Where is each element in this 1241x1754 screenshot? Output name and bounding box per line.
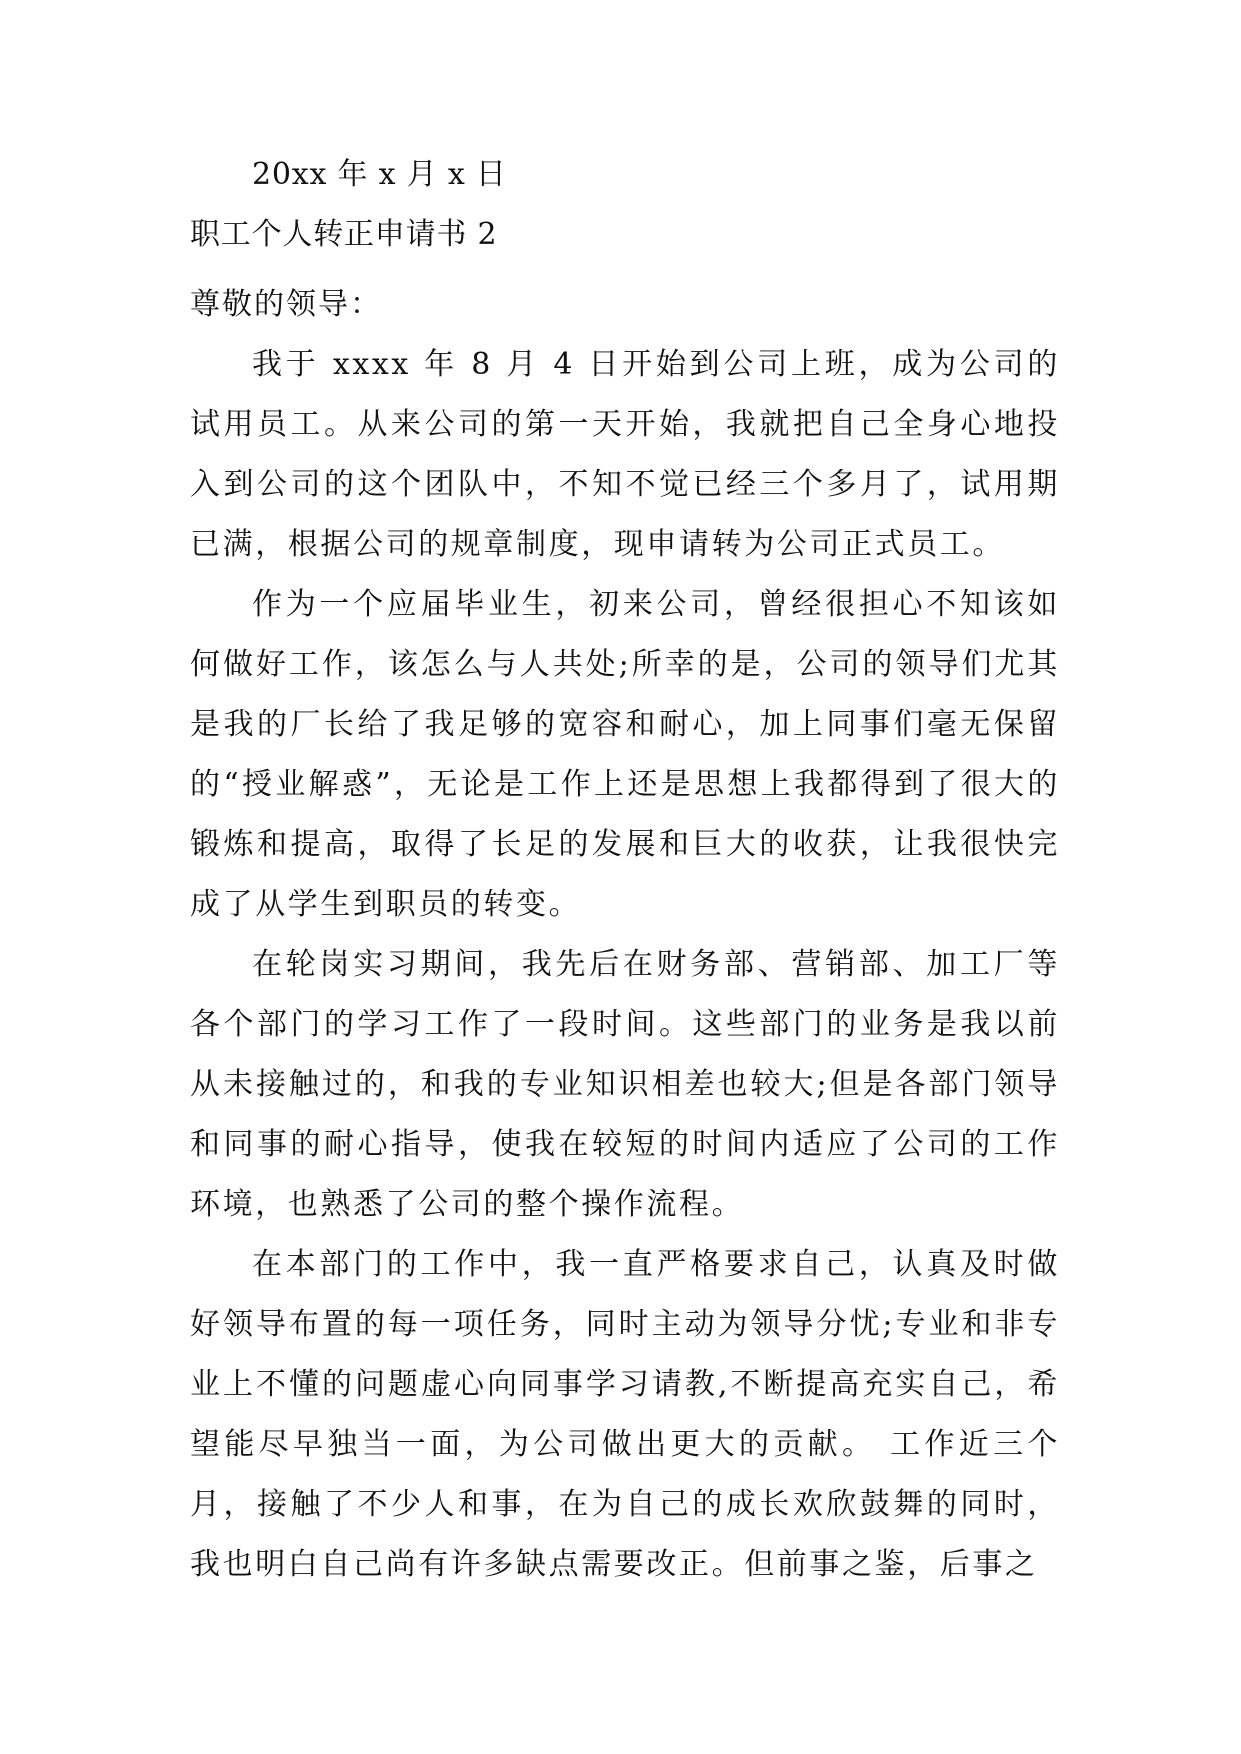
paragraph-3: 在轮岗实习期间，我先后在财务部、营销部、加工厂等各个部门的学习工作了一段时间。这些部门的业务是我以前从未接触过的，和我的专业知识相差也较大;但是各部门领导和同事的耐心指导，使我在较短的时间内适应了公司的工作环境，也熟悉了公司的整个操作流程。 — [190, 947, 1060, 1222]
document-title: 职工个人转正申请书 2 — [190, 217, 498, 252]
greeting: 尊敬的领导： — [190, 287, 382, 322]
paragraph-2: 作为一个应届毕业生，初来公司，曾经很担心不知该如何做好工作，该怎么与人共处;所幸的是，公司的领导们尤其是我的厂长给了我足够的宽容和耐心，加上同事们毫无保留的“授业解惑”，无论是工作上还是思想上我都得到了很大的锻炼和提高，取得了长足的发展和巨大的收获，让我很快完成了从学生到职员的转变。 — [190, 587, 1060, 922]
date-line: 20xx 年 x 月 x 日 — [252, 157, 507, 192]
paragraph-4: 在本部门的工作中，我一直严格要求自己，认真及时做好领导布置的每一项任务，同时主动为领导分忧;专业和非专业上不懂的问题虚心向同事学习请教,不断提高充实自己，希望能尽早独当一面，为公司做出更大的贡献。 工作近三个月，接触了不少人和事，在为自己的成长欢欣鼓舞的同时，我也明白自己尚有许多缺点需要改正。但前事之鉴，后事之 — [190, 1247, 1060, 1582]
paragraph-1: 我于 xxxx 年 8 月 4 日开始到公司上班，成为公司的试用员工。从来公司的第一天开始，我就把自己全身心地投入到公司的这个团队中，不知不觉已经三个多月了，试用期已满，根据公司的规章制度，现申请转为公司正式员工。 — [190, 347, 1060, 562]
document-body — [190, 155, 1060, 1595]
